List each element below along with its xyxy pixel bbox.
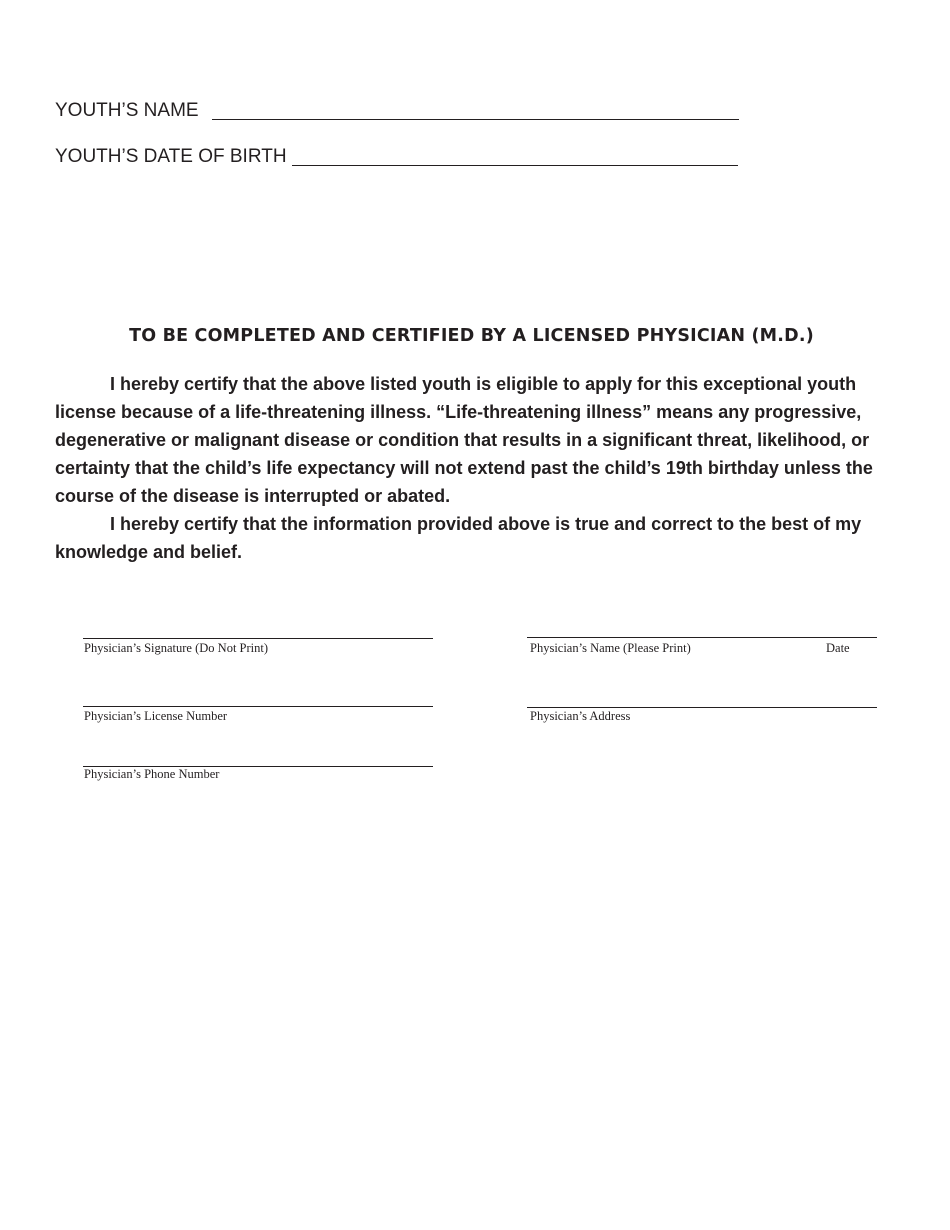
youth-name-label: YOUTH’S NAME — [55, 100, 199, 121]
physician-phone-label: Physician’s Phone Number — [84, 767, 220, 781]
youth-dob-field[interactable] — [292, 165, 738, 166]
certification-paragraph-1: I hereby certify that the above listed youth is eligible to apply for this exceptional youth license because of a life-threatening illness. “Life-threatening illness” means any progressive, degenerative or malignant disease or condition that results in a significant threat, likelihood, or certainty that the child’s life expectancy will not extend past the child’s 19th birthday unless the course of the disease is interrupted or abated. — [55, 374, 873, 506]
certification-paragraph-2: I hereby certify that the information provided above is true and correct to the best of my knowledge and belief. — [55, 514, 862, 562]
physician-license-field[interactable] — [83, 706, 433, 707]
physician-address-field[interactable] — [527, 707, 877, 708]
youth-name-field[interactable] — [212, 119, 739, 120]
physician-address-label: Physician’s Address — [530, 709, 631, 723]
physician-signature-field[interactable] — [83, 638, 433, 639]
physician-signature-label: Physician’s Signature (Do Not Print) — [84, 641, 269, 655]
physician-name-field[interactable] — [527, 637, 877, 638]
physician-license-label: Physician’s License Number — [84, 709, 228, 723]
youth-dob-label: YOUTH’S DATE OF BIRTH — [55, 146, 287, 167]
physician-name-label: Physician’s Name (Please Print) — [530, 641, 691, 655]
date-label: Date — [826, 641, 850, 655]
physician-section-title: TO BE COMPLETED AND CERTIFIED BY A LICENSED PHYSICIAN (M.D.) — [129, 326, 814, 346]
